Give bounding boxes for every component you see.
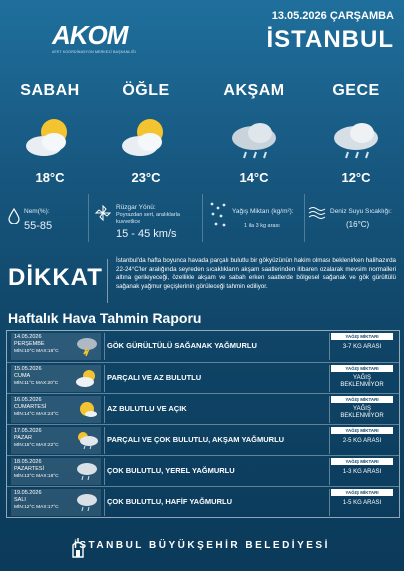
humidity-label: Nem(%): (24, 208, 50, 215)
logo-subtitle: AFET KOORDİNASYON MERKEZİ BAŞKANLIĞI (52, 50, 136, 54)
rain-header: YAĞIŞ MİKTARI (331, 489, 393, 496)
row-date: 19.05.2026 (14, 490, 42, 496)
row-minmax: MİN:15°C MAX:22°C (14, 443, 59, 448)
wind-speed: 15 - 45 km/s (116, 228, 177, 240)
period-noon (100, 82, 192, 185)
row-rain: YAĞIŞ BEKLENMİYOR (340, 375, 384, 388)
row-rain: 2-5 KG ARASI (342, 438, 382, 444)
period-night (310, 82, 402, 185)
row-date: 17.05.2026 (14, 428, 42, 434)
date-label: 13.05.2026 ÇARŞAMBA (271, 10, 394, 22)
sunny-icon (75, 399, 99, 419)
row-rain: YAĞIŞ BEKLENMİYOR (340, 406, 384, 419)
humidity-value: 55-85 (24, 220, 53, 232)
row-minmax: MİN:10°C MAX:16°C (14, 349, 59, 354)
row-rain: 3-7 KG ARASI (342, 344, 382, 350)
rain-stat (206, 190, 302, 246)
humidity-stat (6, 190, 86, 246)
row-desc: PARÇALI VE ÇOK BULUTLU, AKŞAM YAĞMURLU (107, 435, 285, 444)
divider (104, 427, 105, 454)
warning-text: İstanbul'da hafta boyunca havada parçalı bulutlu bir gökyüzünün hakim olması beklenirken halihazırda 22-24°C'ler aralığında seyreden sıcaklıkların akşam saatlerinden itibaren ozalarak mevsim normalleri altına gerileyeceği, özellikle akşam ve sabah erken saatlerde bölgesel sağanak ve gök gürültülü sağanak yağmur geçişlerinin görüleceği tahmin ediliyor. (116, 257, 396, 290)
day-cell (11, 458, 101, 485)
divider (88, 194, 89, 242)
divider (329, 365, 330, 392)
day-cell (11, 365, 101, 392)
partly-cloudy-icon (4, 106, 96, 166)
row-minmax: MİN:12°C MAX:17°C (14, 505, 59, 510)
rain-cloud-icon (310, 106, 402, 166)
logo-text: AKOM (52, 20, 128, 50)
day-cell (11, 396, 101, 423)
thunder-rain-icon (75, 336, 99, 356)
rain-header: YAĞIŞ MİKTARI (331, 396, 393, 403)
warning-divider (107, 259, 108, 303)
row-date: 16.05.2026 (14, 397, 42, 403)
row-day: PAZARTESİ (14, 466, 45, 472)
row-day: CUMA (14, 373, 31, 379)
row-date: 14.05.2026 (14, 334, 42, 340)
stats-panel (6, 190, 398, 246)
rain-cloud-icon (75, 492, 99, 512)
rain-cloud-icon (208, 106, 300, 166)
period-temp: 23°C (131, 170, 161, 185)
period-name: GECE (332, 82, 380, 99)
row-minmax: MİN:14°C MAX:24°C (14, 412, 59, 417)
sun-rain-icon (75, 430, 99, 450)
divider (104, 333, 105, 360)
divider (329, 396, 330, 423)
period-evening (208, 82, 300, 185)
row-desc: ÇOK BULUTLU, YEREL YAĞMURLU (107, 466, 235, 475)
divider (104, 365, 105, 392)
table-row (7, 331, 399, 362)
rain-value: 1 ila 3 kg arası (244, 223, 280, 229)
sea-label: Deniz Suyu Sıcaklığı: (330, 208, 392, 215)
row-rain: 1-5 KG ARASI (342, 500, 382, 506)
table-row (7, 393, 399, 425)
day-cell (11, 333, 101, 360)
row-date: 18.05.2026 (14, 459, 42, 465)
row-desc: AZ BULUTLU VE AÇIK (107, 404, 187, 413)
period-temp: 14°C (239, 170, 269, 185)
table-row (7, 455, 399, 487)
warning-title: DİKKAT (8, 264, 103, 291)
footer-title: İSTANBUL BÜYÜKŞEHİR BELEDİYESİ (74, 540, 330, 551)
divider (329, 489, 330, 516)
wave-icon (308, 206, 326, 220)
row-desc: ÇOK BULUTLU, HAFİF YAĞMURLU (107, 497, 232, 506)
partly-cloudy-icon (75, 368, 99, 388)
sea-value: (16°C) (346, 220, 370, 229)
table-row (7, 362, 399, 394)
rain-label: Yağış Miktarı (kg/m²): (232, 208, 294, 215)
partly-cloudy-icon (100, 106, 192, 166)
row-day: SALI (14, 497, 26, 503)
weekly-report-table (6, 330, 400, 518)
divider (329, 333, 330, 360)
period-temp: 12°C (341, 170, 371, 185)
windmill-icon (94, 204, 112, 222)
rain-header: YAĞIŞ MİKTARI (331, 427, 393, 434)
row-day: CUMARTESİ (14, 404, 47, 410)
divider (329, 427, 330, 454)
rain-header: YAĞIŞ MİKTARI (331, 365, 393, 372)
row-date: 15.05.2026 (14, 366, 42, 372)
row-day: PAZAR (14, 435, 32, 441)
divider (329, 458, 330, 485)
akom-logo (52, 22, 144, 60)
wind-desc: Poyrazdan sert, aralıklarla kuvvetlice (116, 212, 180, 225)
period-temp: 18°C (35, 170, 65, 185)
rain-drops-icon (208, 200, 228, 230)
row-rain: 1-3 KG ARASI (342, 469, 382, 475)
period-morning (4, 82, 96, 185)
rain-cloud-icon (75, 461, 99, 481)
table-row (7, 486, 399, 518)
period-name: ÖĞLE (122, 82, 170, 99)
sea-stat (308, 190, 398, 246)
row-desc: PARÇALI VE AZ BULUTLU (107, 373, 202, 382)
rain-header: YAĞIŞ MİKTARI (331, 333, 393, 340)
report-title: Haftalık Hava Tahmin Raporu (8, 310, 202, 326)
divider (104, 396, 105, 423)
droplet-icon (8, 208, 20, 224)
wind-label: Rüzgar Yönü: (116, 204, 156, 211)
divider (304, 194, 305, 242)
row-minmax: MİN:11°C MAX:20°C (14, 381, 59, 386)
city-title: İSTANBUL (266, 26, 394, 53)
divider (202, 194, 203, 242)
row-desc: GÖK GÜRÜLTÜLÜ SAĞANAK YAĞMURLU (107, 341, 257, 350)
table-row (7, 424, 399, 456)
period-name: SABAH (20, 82, 80, 99)
rain-header: YAĞIŞ MİKTARI (331, 458, 393, 465)
period-name: AKŞAM (223, 82, 285, 99)
day-cell (11, 489, 101, 516)
day-cell (11, 427, 101, 454)
divider (104, 489, 105, 516)
row-minmax: MİN:13°C MAX:18°C (14, 474, 59, 479)
wind-stat (92, 190, 200, 246)
divider (104, 458, 105, 485)
row-day: PERŞEMBE (14, 341, 45, 347)
